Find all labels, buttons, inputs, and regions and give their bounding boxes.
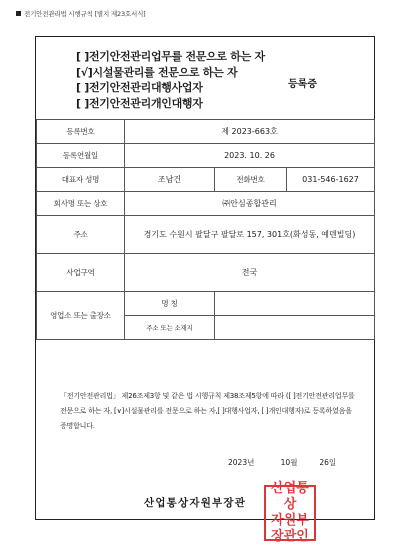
title-line-3: [ ]전기안전관리대행사업자 (76, 81, 203, 94)
title-line-1: [ ]전기안전관리업무를 전문으로 하는 자 (76, 50, 265, 63)
table-row (37, 254, 375, 292)
address-value: 경기도 수원시 팔달구 팔달로 157, 301호(화성동, 예덴빌딩) (125, 216, 375, 254)
table-row (37, 216, 375, 254)
form-header-text: 전기안전관리법 시행규칙 [별지 제23호서식] (24, 10, 146, 18)
company-label: 회사명 또는 상호 (37, 192, 125, 216)
address-label: 주소 (37, 216, 125, 254)
seal-line-3: 장관인 (271, 529, 309, 544)
rep-name-value: 조남건 (125, 168, 215, 192)
phone-value: 031-546-1627 (287, 168, 375, 192)
official-seal-stamp (264, 481, 316, 544)
issue-year: 2023년 (228, 458, 255, 467)
reg-date-value: 2023. 10. 26 (125, 144, 375, 168)
reg-no-label: 등록번호 (37, 120, 125, 144)
table-row (37, 120, 375, 144)
seal-line-2: 자원부 (271, 513, 309, 528)
title-line-4: [ ]전기안전관리개인대행자 (76, 96, 203, 110)
business-area-label: 사업구역 (37, 254, 125, 292)
issue-date (228, 457, 336, 468)
branch-address-label: 주소 또는 소재지 (125, 316, 215, 340)
company-value: ㈜안심종합관리 (125, 192, 375, 216)
title-block (76, 49, 265, 111)
issue-month: 10월 (280, 458, 298, 467)
certificate-frame (35, 36, 375, 544)
branch-name-value (215, 292, 375, 316)
certification-text: 「전기안전관리법」 제26조제3항 및 같은 법 시행규칙 제38조제5항에 따라 ([ ]전기안전관리업무를 전문으로 하는 자, [∨]시설물관리를 전문으로 하는 자,[ ]대행사업자, [ ]개인대행자)로 등록하였음을 증명합니다. (60, 392, 355, 430)
form-header-note (16, 9, 146, 18)
rep-name-label: 대표자 성명 (37, 168, 125, 192)
branch-address-value (215, 316, 375, 340)
reg-date-label: 등록연월일 (37, 144, 125, 168)
table-row (37, 292, 375, 316)
issue-day: 26일 (319, 458, 337, 467)
registration-table (36, 119, 375, 340)
table-row (37, 168, 375, 192)
phone-label: 전화번호 (215, 168, 287, 192)
table-row (37, 144, 375, 168)
issuer-name: 산업통상자원부장관 (144, 497, 247, 509)
branch-name-label: 명 칭 (125, 292, 215, 316)
square-bullet-icon (16, 11, 21, 16)
reg-no-value: 제 2023-663호 (125, 120, 375, 144)
business-area-value: 전국 (125, 254, 375, 292)
branch-label: 영업소 또는 출장소 (37, 292, 125, 340)
seal-line-1: 산업통상 (271, 481, 309, 512)
registration-label: 등록증 (288, 79, 317, 90)
title-line-2: [√]시설물관리를 전문으로 하는 자 (76, 65, 238, 79)
table-row (37, 192, 375, 216)
